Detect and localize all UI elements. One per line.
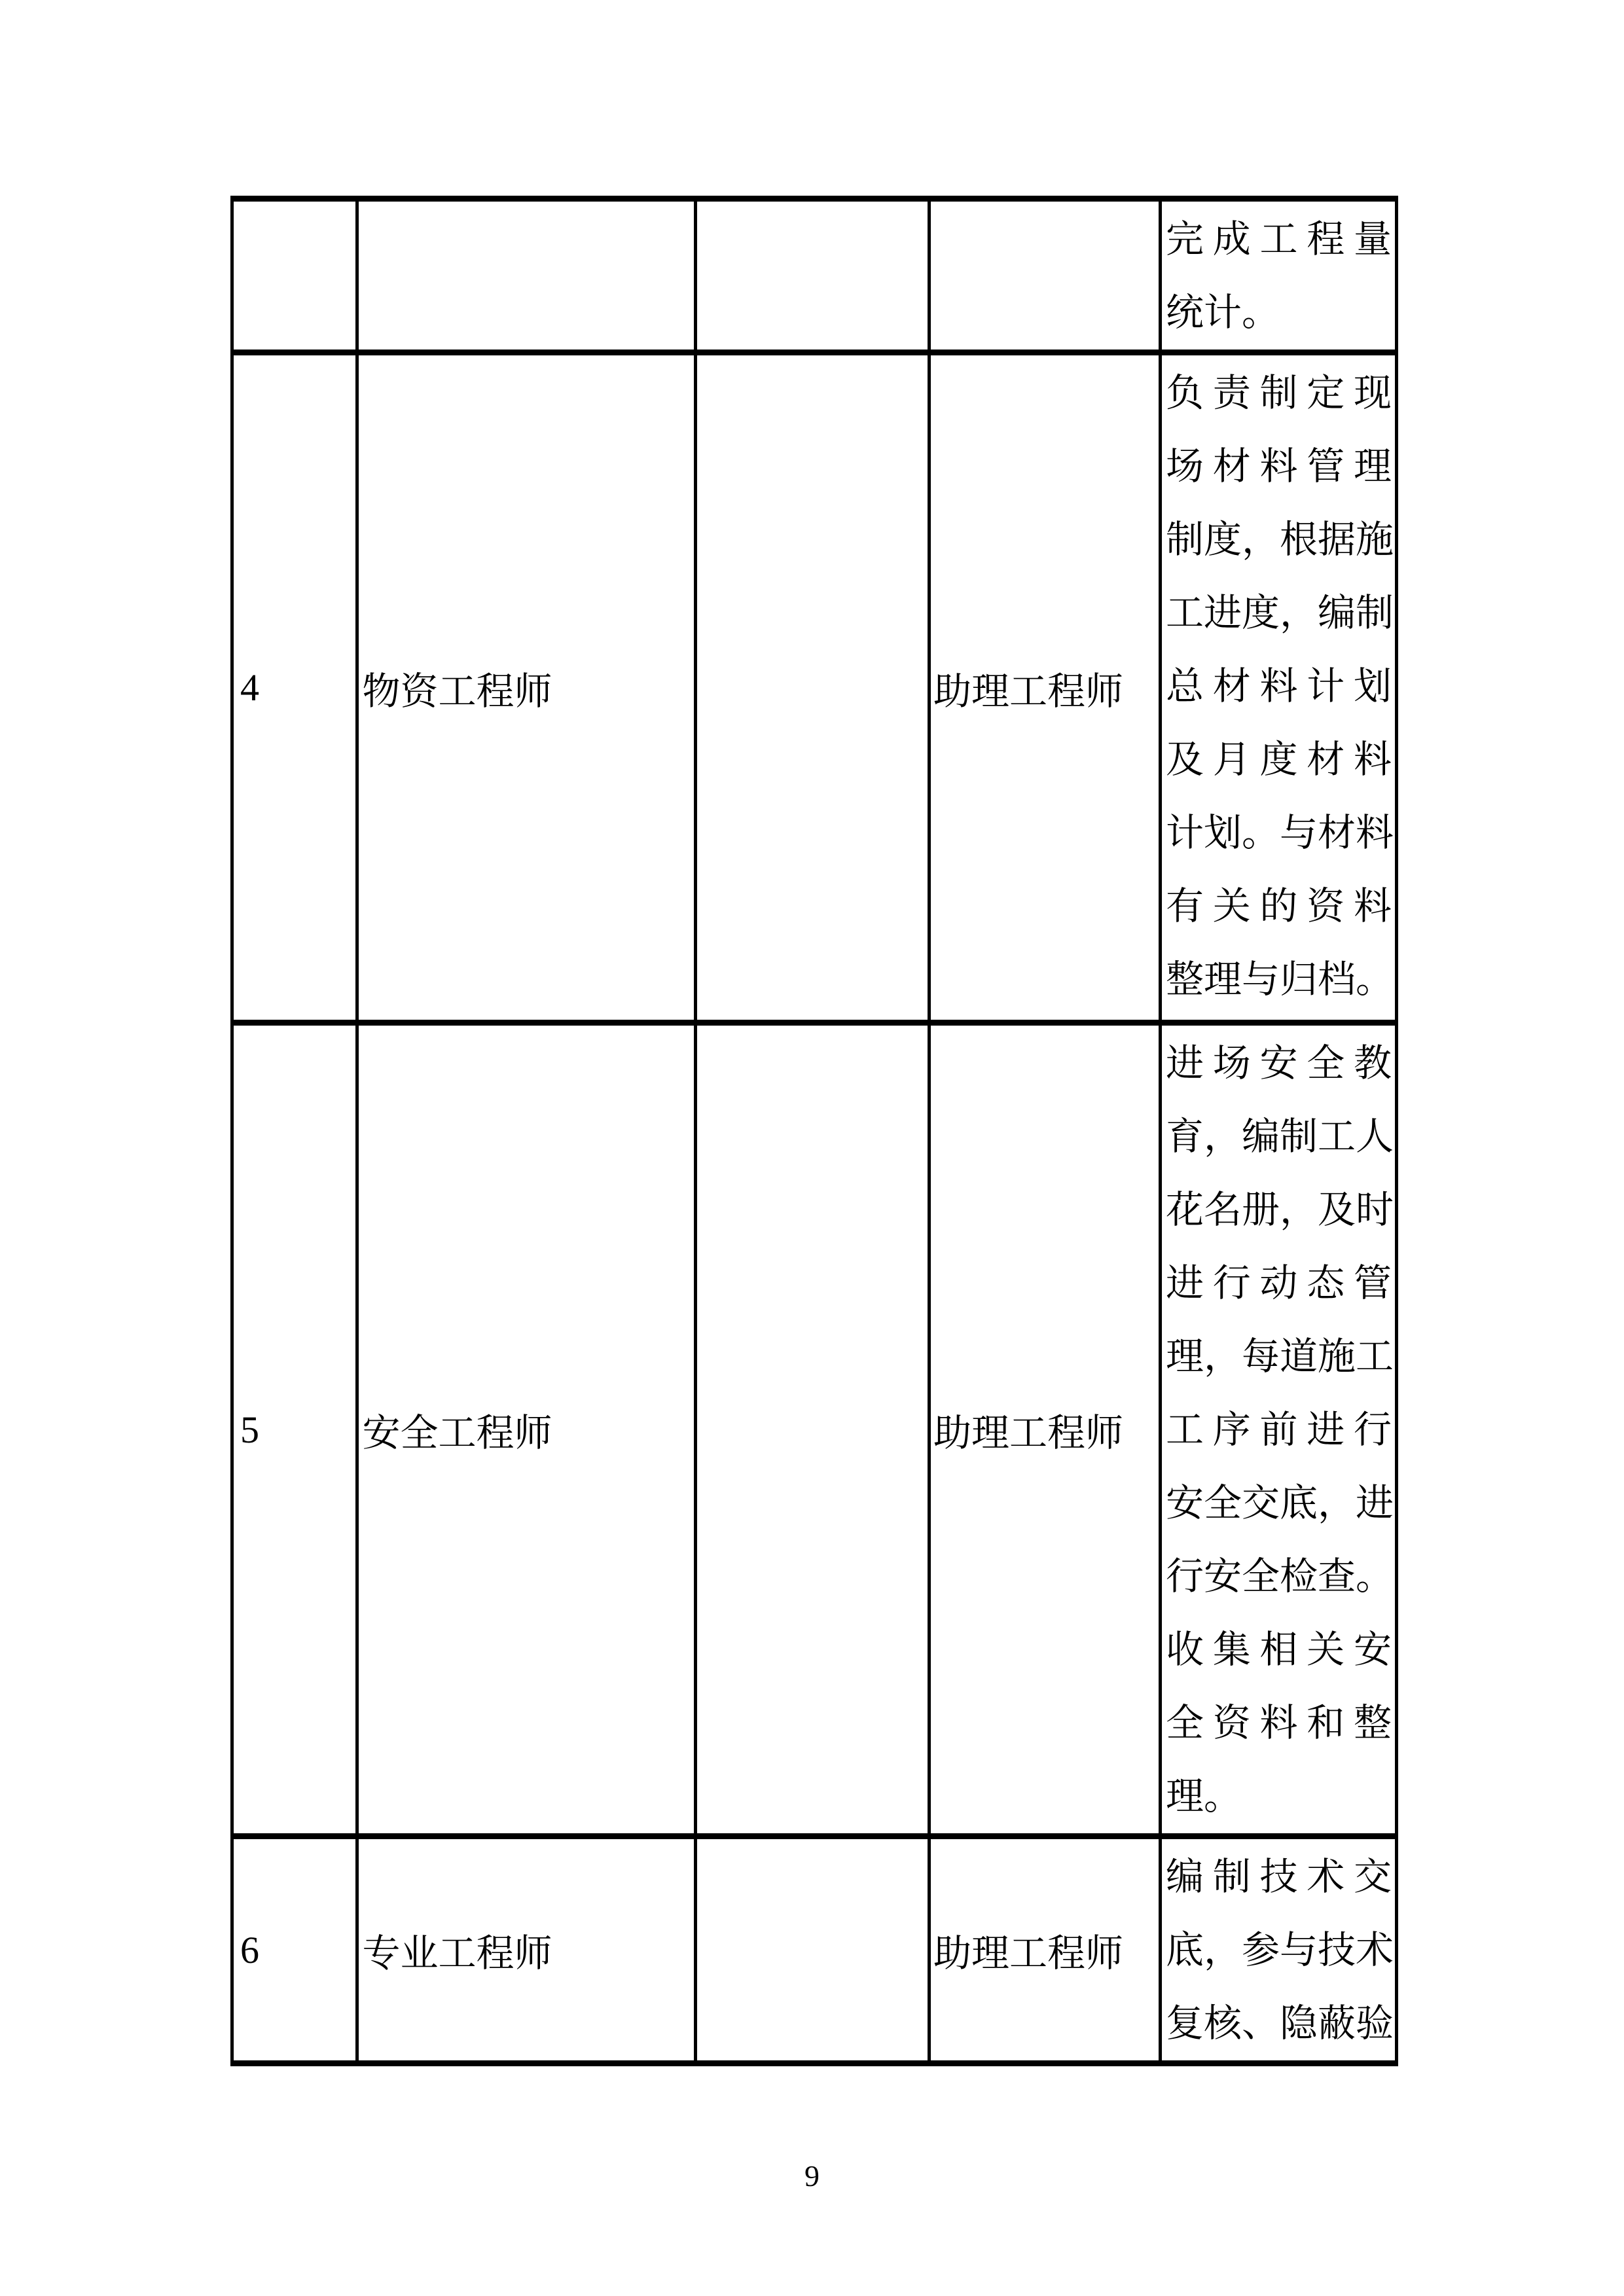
empty-cell bbox=[695, 1837, 929, 2064]
duty-cell bbox=[1160, 199, 1396, 353]
table-row-4 bbox=[232, 353, 1397, 1023]
duty-cell bbox=[1160, 1023, 1396, 1837]
empty-cell bbox=[695, 353, 929, 1023]
qualification-cell: 助理工程师 bbox=[929, 1023, 1160, 1837]
duty-text: 进场安全教 育，编制工人 花名册，及时 进行动态管 理，每道施工 工序前进行 安全交底，进 行安全检查。 收集相关安 全资料和整 理。 bbox=[1165, 1042, 1394, 1818]
qualification-cell: 助理工程师 bbox=[929, 1837, 1160, 2064]
qualification-cell: 助理工程师 bbox=[929, 353, 1160, 1023]
duty-text: 编制技术交 底，参与技术 复核、隐蔽验 bbox=[1165, 1856, 1394, 2045]
position-cell: 专业工程师 bbox=[357, 1837, 695, 2064]
position-cell bbox=[357, 199, 695, 353]
position-cell: 安全工程师 bbox=[357, 1023, 695, 1837]
duty-text: 完成工程量 统计。 bbox=[1165, 218, 1392, 334]
table-row-continued bbox=[232, 199, 1397, 353]
row-number-cell: 4 bbox=[232, 353, 357, 1023]
page-number: 9 bbox=[804, 2159, 820, 2193]
duty-cell bbox=[1160, 353, 1396, 1023]
duty-text: 负责制定现 场材料管理 制度，根据施 工进度，编制 总材料计划 及月度材料 计划。与材料 有关的资料 整理与归档。 bbox=[1165, 372, 1394, 1001]
row-number-cell: 5 bbox=[232, 1023, 357, 1837]
table-row-6 bbox=[232, 1837, 1397, 2064]
empty-cell bbox=[695, 199, 929, 353]
duty-cell bbox=[1160, 1837, 1396, 2064]
staff-duty-table bbox=[230, 196, 1398, 2066]
row-number-cell bbox=[232, 199, 357, 353]
table-row-5 bbox=[232, 1023, 1397, 1837]
empty-cell bbox=[695, 1023, 929, 1837]
qualification-cell bbox=[929, 199, 1160, 353]
row-number-cell: 6 bbox=[232, 1837, 357, 2064]
position-cell: 物资工程师 bbox=[357, 353, 695, 1023]
